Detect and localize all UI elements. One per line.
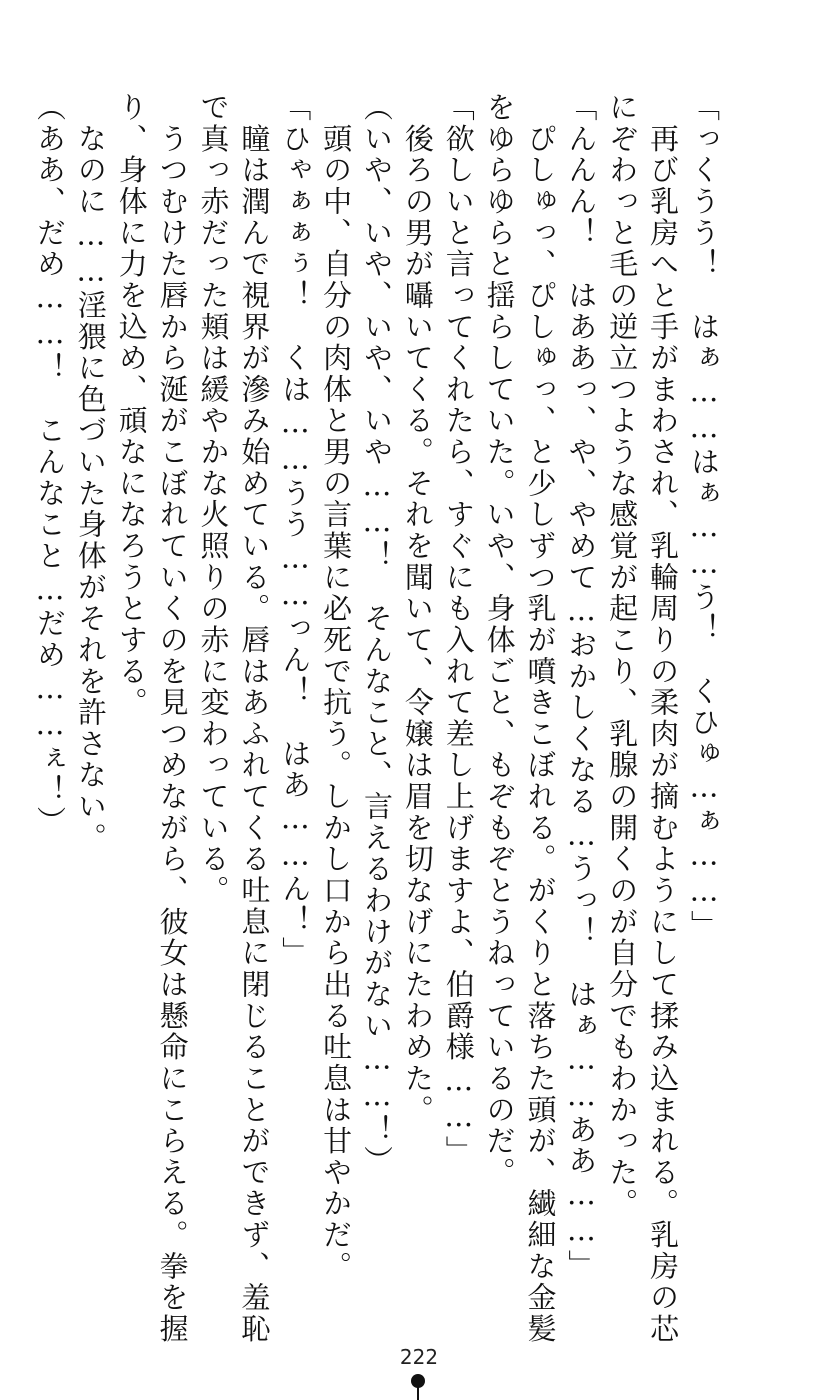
text-line: 「ひゃぁぁぅ！ くは……うう……っん！ はあ……ん！」 (278, 92, 313, 968)
text-line: なのに……淫猥に色づいた身体がそれを許さない。 (73, 92, 108, 854)
page-marker-stem (417, 1384, 419, 1400)
text-line: で真っ赤だった頬は緩やかな火照りの赤に変わっている。 (196, 92, 231, 907)
body-text (33, 92, 724, 1345)
text-line: 頭の中、自分の肉体と男の言葉に必死で抗う。しかし口から出る吐息は甘やかだ。 (319, 92, 354, 1283)
text-line: 後ろの男が囁いてくる。それを聞いて、令嬢は眉を切なげにたわめた。 (400, 92, 435, 1126)
text-line: 再び乳房へと手がまわされ、乳輪周りの柔肉が摘むようにして揉み込まれる。乳房の芯 (646, 92, 681, 1345)
text-line: うつむけた唇から涎がこぼれていくのを見つめながら、彼女は懸命にこらえる。拳を握 (155, 92, 190, 1345)
text-line: 「んんん！ はああっ、や、やめて…おかしくなる…うっ！ はぁ……ああ……」 (564, 92, 599, 1281)
text-line: にぞわっと毛の逆立つような感覚が起こり、乳腺の開くのが自分でもわかった。 (605, 92, 640, 1220)
text-line: り、身体に力を込め、頑なになろうとする。 (114, 92, 149, 719)
text-line: ぴしゅっ、ぴしゅっ、と少しずつ乳が噴きこぼれる。がくりと落ちた頭が、繊細な金髪 (523, 92, 558, 1345)
page-number: 222 (399, 1345, 439, 1369)
text-line: 「欲しいと言ってくれたら、すぐにも入れて差し上げますよ、伯爵様……」 (441, 92, 476, 1167)
text-line: 「っくうう！ はぁ……はぁ……う！ くひゅ…ぁ……」 (687, 92, 721, 942)
text-line: （いや、いや、いや、いや……！ そんなこと、言えるわけがない……！） (360, 92, 394, 1177)
text-line: 瞳は潤んで視界が滲み始めている。唇はあふれてくる吐息に閉じることができず、羞恥 (237, 92, 272, 1345)
text-line: をゆらゆらと揺らしていた。いや、身体ごと、もぞもぞとうねっているのだ。 (482, 92, 517, 1189)
text-line: （ああ、だめ……！ こんなこと…だめ……ぇ！） (33, 92, 67, 838)
